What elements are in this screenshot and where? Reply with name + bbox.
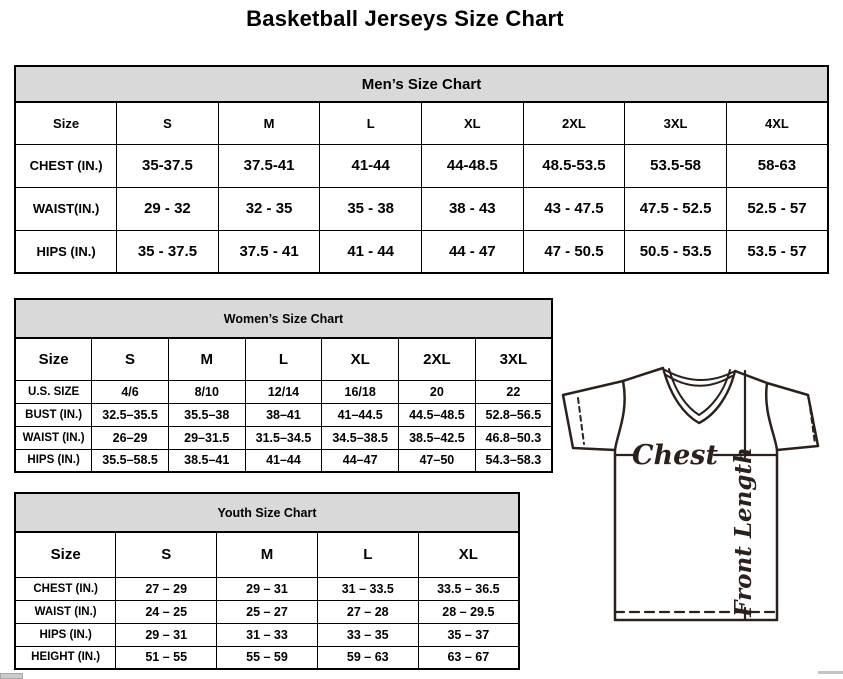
column-header: M [168, 338, 245, 380]
size-cell: 63 – 67 [418, 646, 519, 669]
size-cell: 28 – 29.5 [418, 600, 519, 623]
mens-table-title: Men’s Size Chart [15, 66, 828, 102]
size-cell: 25 – 27 [217, 600, 318, 623]
size-cell: 41 - 44 [320, 230, 422, 273]
size-cell: 22 [475, 380, 552, 403]
size-cell: 50.5 - 53.5 [625, 230, 727, 273]
size-cell: 51 – 55 [116, 646, 217, 669]
column-header: XL [322, 338, 399, 380]
size-cell: 44–47 [322, 449, 399, 472]
size-cell: 47–50 [399, 449, 476, 472]
column-header: 2XL [523, 102, 625, 144]
column-header: M [217, 532, 318, 577]
size-cell: 52.5 - 57 [726, 187, 828, 230]
size-cell: 31 – 33.5 [317, 577, 418, 600]
column-header: 3XL [475, 338, 552, 380]
chest-label: Chest [632, 440, 718, 471]
row-label: U.S. SIZE [15, 380, 92, 403]
youth-table-title: Youth Size Chart [15, 493, 519, 532]
column-header: S [117, 102, 219, 144]
table-row [15, 187, 828, 230]
size-cell: 35 – 37 [418, 623, 519, 646]
size-cell: 41–44 [245, 449, 322, 472]
row-label: HEIGHT (IN.) [15, 646, 116, 669]
column-header: Size [15, 102, 117, 144]
table-row [15, 403, 552, 426]
horizontal-scrollbar-fragment[interactable] [818, 671, 843, 674]
column-header: Size [15, 338, 92, 380]
size-cell: 31 – 33 [217, 623, 318, 646]
column-header: Size [15, 532, 116, 577]
size-cell: 8/10 [168, 380, 245, 403]
size-cell: 32.5–35.5 [92, 403, 169, 426]
size-cell: 24 – 25 [116, 600, 217, 623]
column-header: S [92, 338, 169, 380]
youth-size-table [14, 492, 520, 670]
jersey-diagram [555, 360, 843, 630]
table-row [15, 449, 552, 472]
column-header: XL [418, 532, 519, 577]
size-cell: 31.5–34.5 [245, 426, 322, 449]
size-cell: 16/18 [322, 380, 399, 403]
size-cell: 35-37.5 [117, 144, 219, 187]
row-label: HIPS (IN.) [15, 449, 92, 472]
size-cell: 55 – 59 [217, 646, 318, 669]
size-cell: 47.5 - 52.5 [625, 187, 727, 230]
table-row [15, 144, 828, 187]
size-cell: 4/6 [92, 380, 169, 403]
womens-table-title: Women’s Size Chart [15, 299, 552, 338]
size-cell: 54.3–58.3 [475, 449, 552, 472]
front-length-label: Front Length [730, 447, 757, 617]
table-row [15, 230, 828, 273]
size-cell: 27 – 28 [317, 600, 418, 623]
size-cell: 59 – 63 [317, 646, 418, 669]
column-header: 2XL [399, 338, 476, 380]
table-row [15, 380, 552, 403]
column-header: M [218, 102, 320, 144]
size-cell: 47 - 50.5 [523, 230, 625, 273]
row-label: BUST (IN.) [15, 403, 92, 426]
column-header: L [245, 338, 322, 380]
size-cell: 29 - 32 [117, 187, 219, 230]
column-header-row [15, 532, 519, 577]
size-cell: 35 - 38 [320, 187, 422, 230]
size-cell: 29–31.5 [168, 426, 245, 449]
mens-size-table [14, 65, 829, 274]
size-cell: 37.5-41 [218, 144, 320, 187]
size-cell: 53.5-58 [625, 144, 727, 187]
size-cell: 35 - 37.5 [117, 230, 219, 273]
page-title: Basketball Jerseys Size Chart [246, 6, 564, 31]
size-cell: 44.5–48.5 [399, 403, 476, 426]
table-title-row [15, 66, 828, 102]
size-cell: 43 - 47.5 [523, 187, 625, 230]
table-row [15, 600, 519, 623]
size-cell: 38–41 [245, 403, 322, 426]
size-cell: 46.8–50.3 [475, 426, 552, 449]
size-cell: 37.5 - 41 [218, 230, 320, 273]
size-cell: 38 - 43 [422, 187, 524, 230]
size-cell: 29 – 31 [116, 623, 217, 646]
row-label: HIPS (IN.) [15, 623, 116, 646]
column-header-row [15, 102, 828, 144]
table-title-row [15, 299, 552, 338]
size-cell: 58-63 [726, 144, 828, 187]
size-cell: 44-48.5 [422, 144, 524, 187]
size-cell: 44 - 47 [422, 230, 524, 273]
size-cell: 41–44.5 [322, 403, 399, 426]
size-cell: 41-44 [320, 144, 422, 187]
size-cell: 29 – 31 [217, 577, 318, 600]
jersey-collar-arc-1 [665, 370, 733, 380]
jersey-left-sleeve [563, 381, 623, 450]
size-cell: 32 - 35 [218, 187, 320, 230]
row-label: WAIST (IN.) [15, 600, 116, 623]
table-row [15, 577, 519, 600]
size-cell: 33 – 35 [317, 623, 418, 646]
size-cell: 33.5 – 36.5 [418, 577, 519, 600]
column-header-row [15, 338, 552, 380]
row-label: WAIST(IN.) [15, 187, 117, 230]
column-header: L [317, 532, 418, 577]
row-label: CHEST (IN.) [15, 144, 117, 187]
column-header: XL [422, 102, 524, 144]
table-title-row [15, 493, 519, 532]
jersey-left-cuff-seam [578, 398, 584, 444]
table-row [15, 646, 519, 669]
column-header: S [116, 532, 217, 577]
size-cell: 20 [399, 380, 476, 403]
size-cell: 53.5 - 57 [726, 230, 828, 273]
horizontal-scrollbar-thumb[interactable] [0, 673, 23, 679]
row-label: CHEST (IN.) [15, 577, 116, 600]
size-cell: 48.5-53.5 [523, 144, 625, 187]
column-header: 3XL [625, 102, 727, 144]
size-cell: 52.8–56.5 [475, 403, 552, 426]
column-header: 4XL [726, 102, 828, 144]
size-cell: 26–29 [92, 426, 169, 449]
size-cell: 38.5–42.5 [399, 426, 476, 449]
size-cell: 34.5–38.5 [322, 426, 399, 449]
size-cell: 12/14 [245, 380, 322, 403]
row-label: HIPS (IN.) [15, 230, 117, 273]
size-cell: 35.5–38 [168, 403, 245, 426]
table-row [15, 623, 519, 646]
row-label: WAIST (IN.) [15, 426, 92, 449]
size-cell: 38.5–41 [168, 449, 245, 472]
column-header: L [320, 102, 422, 144]
size-cell: 27 – 29 [116, 577, 217, 600]
size-cell: 35.5–58.5 [92, 449, 169, 472]
table-row [15, 426, 552, 449]
womens-size-table [14, 298, 553, 473]
